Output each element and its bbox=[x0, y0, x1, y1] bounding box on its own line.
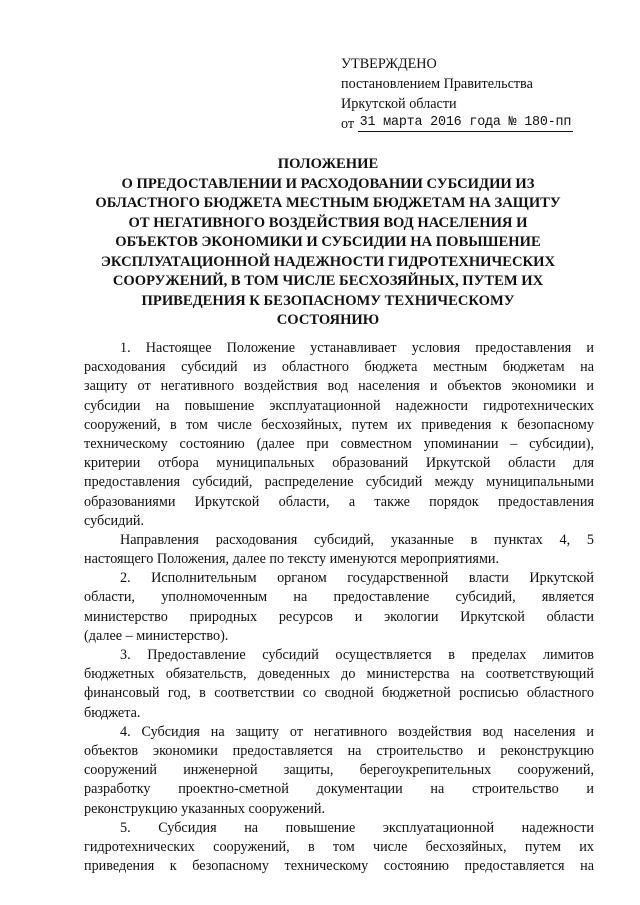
paragraph-2-line: 2. Исполнительным органом государственной власти Иркутской bbox=[120, 570, 594, 587]
title-line: О ПРЕДОСТАВЛЕНИИ И РАСХОДОВАНИИ СУБСИДИИ ИЗ bbox=[121, 175, 535, 192]
paragraph-4-line: разработку проектно-сметной документации на строительство и bbox=[84, 781, 594, 798]
paragraph-3-line: бюджетных обязательств, доведенных до министерства на соответствующий bbox=[84, 666, 594, 683]
title-line: ПОЛОЖЕНИЕ bbox=[277, 156, 379, 172]
paragraph-4-line: объектов экономики предоставляется на строительство и реконструкцию bbox=[84, 742, 594, 759]
title-line: ОБЪЕКТОВ ЭКОНОМИКИ И СУБСИДИИ НА ПОВЫШЕНИЕ bbox=[115, 234, 541, 250]
paragraph-1-line: защиту от негативного воздействия вод населения и объектов экономики и bbox=[84, 378, 594, 395]
paragraph-directions-line: настоящего Положения, далее по тексту именуются мероприятиями. bbox=[84, 551, 500, 568]
document-title bbox=[60, 155, 596, 331]
title-line: ЭКСПЛУАТАЦИОННОЙ НАДЕЖНОСТИ ГИДРОТЕХНИЧЕСКИХ bbox=[101, 253, 555, 270]
approval-date-number: 31 марта 2016 года № 180-пп bbox=[359, 115, 572, 130]
approval-ot-label: от bbox=[341, 116, 355, 132]
approval-date-line bbox=[341, 114, 601, 136]
paragraph-3-line: бюджета. bbox=[84, 704, 141, 721]
paragraph-2-line: министерство природных ресурсов и экологии Иркутской области bbox=[84, 608, 594, 625]
paragraph-1-line: субсидии на повышение эксплуатационной надежности гидротехнических bbox=[84, 397, 594, 414]
paragraph-1-line: техническому состоянию (далее при совместном упоминании – субсидии), bbox=[84, 435, 594, 452]
approval-line-region: Иркутской области bbox=[341, 96, 457, 112]
approval-stamp-block bbox=[341, 54, 601, 136]
paragraph-2-line: области, уполномоченным на предоставление субсидий, является bbox=[84, 589, 594, 606]
paragraph-4-line: сооружений инженерной защиты, берегоукрепительных сооружений, bbox=[84, 762, 594, 779]
title-line: СООРУЖЕНИЙ, В ТОМ ЧИСЛЕ БЕСХОЗЯЙНЫХ, ПУТЕМ ИХ bbox=[112, 273, 544, 289]
paragraph-directions-line: Направления расходования субсидий, указанные в пунктах 4, 5 bbox=[120, 531, 594, 548]
paragraph-1-line: расходования субсидий из областного бюджета местным бюджетам на bbox=[84, 359, 594, 376]
paragraph-1-line: 1. Настоящее Положение устанавливает условия предоставления и bbox=[120, 340, 594, 356]
paragraph-4-line: реконструкцию указанных сооружений. bbox=[84, 800, 326, 817]
paragraph-1-line: сооружений, в том числе бесхозяйных, путем их приведения к безопасному bbox=[84, 416, 594, 433]
paragraph-1-line: образованиями Иркутской области, а также порядок предоставления bbox=[84, 493, 594, 510]
paragraph-1-line: субсидий. bbox=[84, 512, 145, 529]
document-body bbox=[84, 339, 594, 876]
paragraph-3-line: финансовый год, в соответствии со сводной бюджетной росписью областного bbox=[84, 685, 594, 702]
paragraph-1-line: предоставления субсидий, распределение субсидий между муниципальными bbox=[84, 474, 594, 491]
title-line: СОСТОЯНИЮ bbox=[276, 312, 380, 328]
paragraph-5-line: 5. Субсидия на повышение эксплуатационной надежности bbox=[120, 819, 594, 836]
paragraph-3-line: 3. Предоставление субсидий осуществляется в пределах лимитов bbox=[120, 647, 594, 663]
paragraph-1-line: критерии отбора муниципальных образований Иркутской области для bbox=[84, 455, 594, 472]
title-line: ПРИВЕДЕНИЯ К БЕЗОПАСНОМУ ТЕХНИЧЕСКОМУ bbox=[141, 292, 515, 309]
approval-line-government: постановлением Правительства bbox=[341, 76, 533, 92]
paragraph-2-line: (далее – министерство). bbox=[84, 627, 229, 644]
paragraph-4-line: 4. Субсидия на защиту от негативного воздействия вод населения и bbox=[120, 723, 594, 740]
paragraph-5-line: гидротехнических сооружений, в том числе бесхозяйных, путем их bbox=[84, 838, 594, 855]
approval-heading: УТВЕРЖДЕНО bbox=[341, 56, 437, 72]
paragraph-5-line: приведения к безопасному техническому состоянию предоставляется на bbox=[84, 858, 594, 875]
title-line: ОБЛАСТНОГО БЮДЖЕТА МЕСТНЫМ БЮДЖЕТАМ НА ЗАЩИТУ bbox=[95, 195, 561, 211]
title-line: ОТ НЕГАТИВНОГО ВОЗДЕЙСТВИЯ ВОД НАСЕЛЕНИЯ И bbox=[128, 214, 528, 231]
